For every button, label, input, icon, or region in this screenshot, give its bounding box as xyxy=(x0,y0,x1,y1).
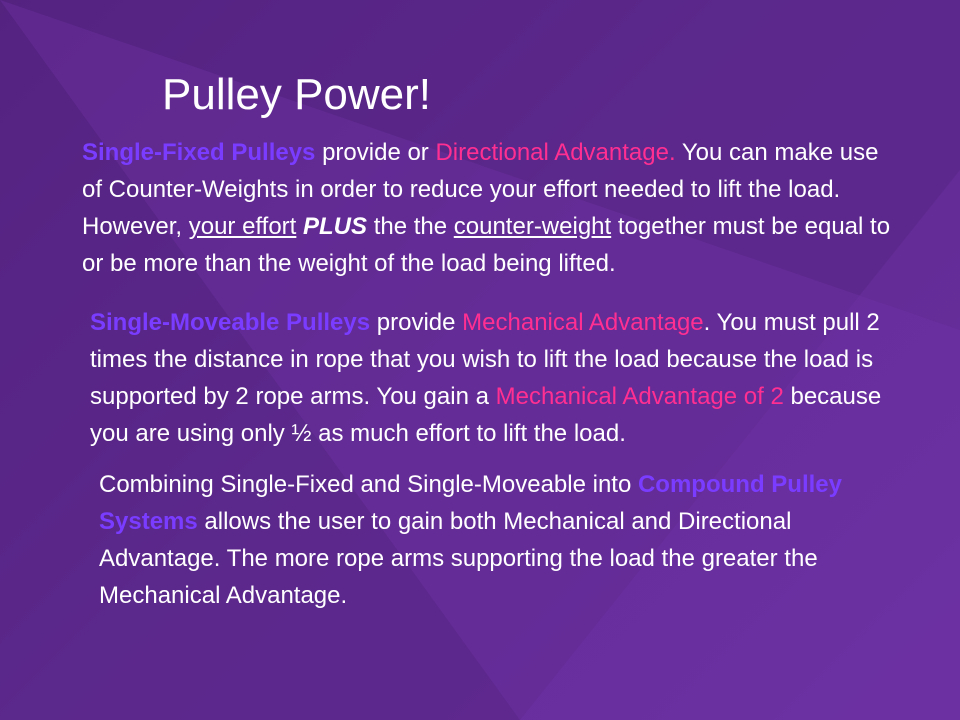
term-mechanical-advantage: Mechanical Advantage xyxy=(462,309,704,336)
term-single-moveable: Single-Moveable Pulleys xyxy=(90,309,371,336)
slide-title: Pulley Power! xyxy=(162,70,432,119)
compound-paragraph: Combining Single-Fixed and Single-Moveable into Compound Pulley Systems allows the user to gain both Mechanical and Directional Advantage. The more rope arms supporting the load the greater the Mechanical Advantage. xyxy=(99,471,842,609)
single-fixed-paragraph: Single-Fixed Pulleys provide or Directional Advantage. You can make use of Counter-Weights in order to reduce your effort needed to lift the load. However, your effort PLUS the the counter-weight together must be equal to or be more than the weight of the load being lifted. xyxy=(82,139,891,277)
term-mechanical-advantage-of-2: Mechanical Advantage of 2 xyxy=(495,383,784,410)
term-compound-pulley: Compound Pulley Systems xyxy=(99,471,842,535)
term-single-fixed: Single-Fixed Pulleys xyxy=(82,139,316,166)
emphasis-plus: PLUS xyxy=(303,213,368,240)
single-moveable-paragraph: Single-Moveable Pulleys provide Mechanical Advantage. You must pull 2 times the distance in rope that you wish to lift the load because the load is supported by 2 rope arms. You gain a Mechanical Advantage of 2 because you are using only ½ as much effort to lift the load. xyxy=(90,309,882,447)
term-directional-advantage: Directional Advantage. xyxy=(435,139,676,166)
